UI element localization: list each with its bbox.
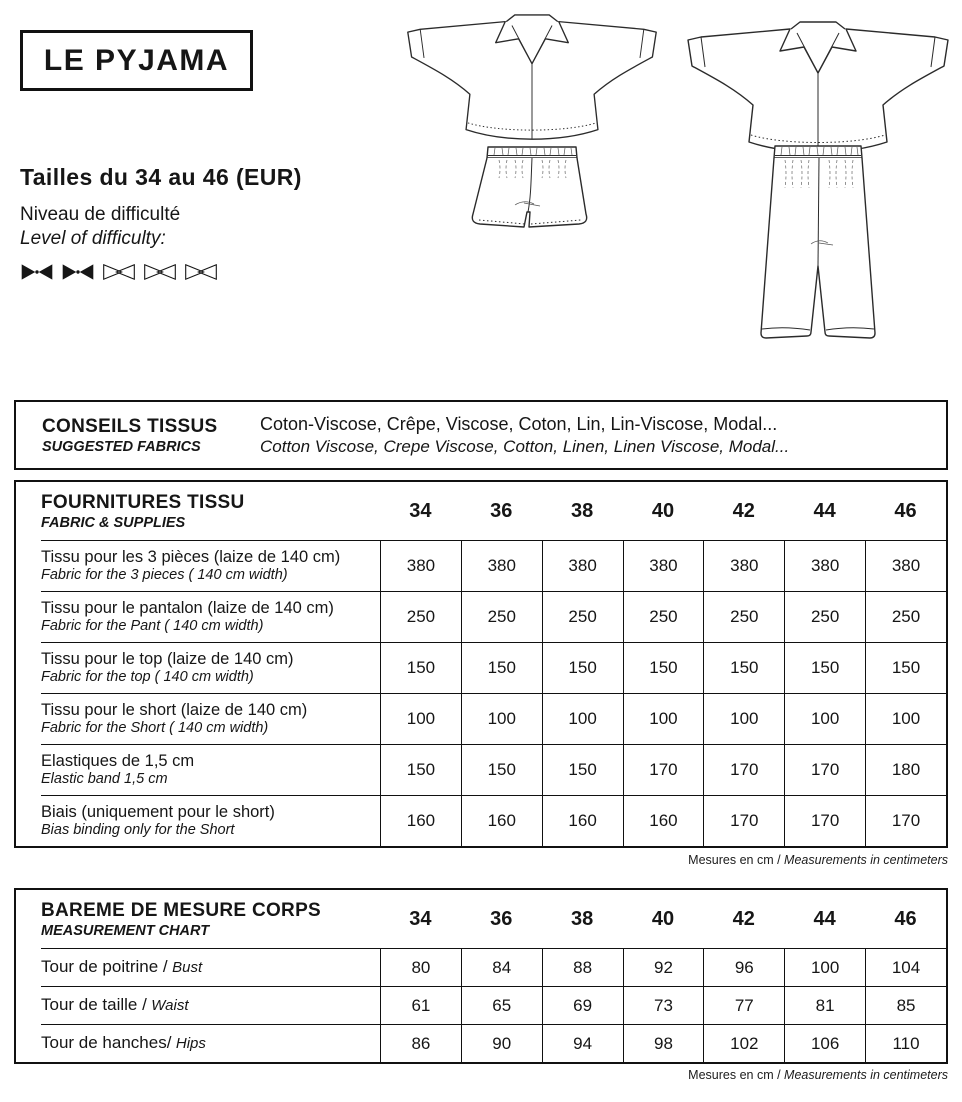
table-cell: 150 [380,744,461,795]
table-cell: 104 [865,948,946,986]
row-label-en: Fabric for the top ( 140 cm width) [41,669,254,685]
row-label-en: Hips [175,1035,206,1052]
table-cell: 150 [703,642,784,693]
table-cell: 250 [865,591,946,642]
units-footnote-en: Measurements in centimeters [784,853,948,867]
size-column-header: 38 [570,907,594,930]
bowtie-empty-icon [102,261,136,283]
table-cell: 180 [865,744,946,795]
table-row [16,948,946,986]
pajama-top-and-shorts-drawing [398,14,666,232]
table-cell: 100 [703,693,784,744]
row-label-en: Elastic band 1,5 cm [41,771,168,787]
row-label [16,795,380,846]
fabric-supplies-table [14,480,948,848]
units-footnote-fr: Mesures en cm / [688,1068,785,1082]
units-footnote-fr: Mesures en cm / [688,853,785,867]
measurement-chart-title-fr: BAREME DE MESURE CORPS [41,899,322,921]
size-column-header: 44 [813,907,836,930]
table-cell: 100 [380,693,461,744]
table-cell: 250 [542,591,623,642]
size-column-header: 40 [651,499,675,522]
bowtie-empty-icon [184,261,218,283]
row-label-fr: Tissu pour le top (laize de 140 cm) [41,650,294,668]
size-column-header: 36 [490,907,513,930]
row-label [16,948,380,986]
table-cell: 73 [623,986,704,1024]
table-cell: 170 [865,795,946,846]
size-range-text: Tailles du 34 au 46 (EUR) [20,164,302,190]
suggested-fabrics-box [14,400,948,470]
table-cell: 150 [865,642,946,693]
row-label-fr: Tour de poitrine / [41,957,168,976]
row-label-fr: Tour de hanches/ [41,1033,172,1052]
fabrics-list-en: Cotton Viscose, Crepe Viscose, Cotton, Linen, Linen Viscose, Modal... [260,436,790,456]
table-cell: 160 [380,795,461,846]
units-footnote [688,1068,948,1082]
row-label [16,986,380,1024]
suggested-fabrics-header [16,416,260,455]
size-column-header: 36 [490,499,513,522]
table-cell: 380 [623,540,704,591]
table-cell: 250 [623,591,704,642]
table-cell: 380 [865,540,946,591]
table-cell: 150 [380,642,461,693]
row-label-fr: Tissu pour le pantalon (laize de 140 cm) [41,599,334,617]
table-cell: 170 [623,744,704,795]
table-cell: 96 [703,948,784,986]
row-label [16,540,380,591]
row-label-fr: Elastiques de 1,5 cm [41,752,195,770]
difficulty-rating [20,261,218,283]
bowtie-filled-icon [20,261,54,283]
row-label-fr: Tour de taille / [41,995,147,1014]
row-label-en: Fabric for the Pant ( 140 cm width) [41,618,264,634]
row-label [16,744,380,795]
table-row [16,642,946,693]
table-cell: 80 [380,948,461,986]
table-cell: 110 [865,1024,946,1062]
table-cell: 81 [784,986,865,1024]
row-label [16,591,380,642]
table-row [16,744,946,795]
table-cell: 61 [380,986,461,1024]
table-cell: 102 [703,1024,784,1062]
table-cell: 77 [703,986,784,1024]
table-row [16,795,946,846]
row-label-en: Bust [172,959,203,976]
table-cell: 69 [542,986,623,1024]
row-label [16,1024,380,1062]
measurement-chart-title-cell [16,890,380,948]
units-footnote [688,853,948,867]
table-cell: 65 [461,986,542,1024]
pajama-top-and-pants-drawing [676,18,960,348]
table-cell: 250 [461,591,542,642]
table-cell: 380 [461,540,542,591]
table-cell: 170 [784,744,865,795]
fabric-supplies-title-fr: FOURNITURES TISSU [41,491,245,513]
suggested-fabrics-list [260,414,789,457]
table-cell: 100 [542,693,623,744]
size-column-header: 46 [894,499,917,522]
table-cell: 250 [784,591,865,642]
table-cell: 170 [784,795,865,846]
size-column-header: 44 [813,499,836,522]
suggested-fabrics-header-fr: CONSEILS TISSUS [42,415,218,437]
row-label-en: Fabric for the 3 pieces ( 140 cm width) [41,567,288,583]
row-label-fr: Biais (uniquement pour le short) [41,803,275,821]
measurement-chart-table [14,888,948,1064]
row-label-en: Waist [151,997,189,1014]
table-cell: 84 [461,948,542,986]
size-column-header: 34 [409,907,432,930]
row-label-en: Bias binding only for the Short [41,822,235,838]
difficulty-label-fr: Niveau de difficulté [20,204,181,225]
table-cell: 380 [784,540,865,591]
table-cell: 100 [461,693,542,744]
pattern-title: LE PYJAMA [43,43,230,77]
table-cell: 150 [461,642,542,693]
suggested-fabrics-header-en: SUGGESTED FABRICS [42,438,201,455]
bowtie-empty-icon [143,261,177,283]
row-label-fr: Tissu pour le short (laize de 140 cm) [41,701,308,719]
row-label-fr: Tissu pour les 3 pièces (laize de 140 cm) [41,548,341,566]
row-label-en: Fabric for the Short ( 140 cm width) [41,720,269,736]
size-column-header: 42 [732,907,755,930]
table-cell: 98 [623,1024,704,1062]
table-row [16,1024,946,1062]
table-cell: 100 [784,693,865,744]
fabric-supplies-title-cell [16,482,380,540]
row-label [16,693,380,744]
table-cell: 100 [623,693,704,744]
table-cell: 160 [542,795,623,846]
table-row [16,693,946,744]
table-cell: 380 [542,540,623,591]
table-cell: 85 [865,986,946,1024]
units-footnote-en: Measurements in centimeters [784,1068,948,1082]
measurement-chart-header-row [16,890,946,948]
table-cell: 92 [623,948,704,986]
table-row [16,540,946,591]
size-column-header: 40 [651,907,675,930]
table-cell: 250 [380,591,461,642]
pattern-title-box [20,30,253,91]
table-row [16,986,946,1024]
table-cell: 86 [380,1024,461,1062]
size-column-header: 42 [732,499,755,522]
table-cell: 380 [703,540,784,591]
table-cell: 106 [784,1024,865,1062]
table-cell: 160 [461,795,542,846]
table-cell: 170 [703,744,784,795]
table-cell: 100 [865,693,946,744]
bowtie-filled-icon [61,261,95,283]
size-column-header: 38 [570,499,594,522]
table-cell: 170 [703,795,784,846]
table-row [16,591,946,642]
table-cell: 150 [784,642,865,693]
row-label [16,642,380,693]
size-column-header: 34 [409,499,432,522]
fabric-supplies-title-en: FABRIC & SUPPLIES [41,514,186,531]
measurement-chart-title-en: MEASUREMENT CHART [41,922,210,939]
table-cell: 90 [461,1024,542,1062]
difficulty-label-en: Level of difficulty: [20,228,166,249]
fabrics-list-fr: Coton-Viscose, Crêpe, Viscose, Coton, Lin, Lin-Viscose, Modal... [260,413,778,434]
table-cell: 380 [380,540,461,591]
fabric-supplies-header-row [16,482,946,540]
table-cell: 150 [461,744,542,795]
table-cell: 100 [784,948,865,986]
table-cell: 250 [703,591,784,642]
table-cell: 150 [542,642,623,693]
table-cell: 94 [542,1024,623,1062]
table-cell: 150 [542,744,623,795]
table-cell: 150 [623,642,704,693]
table-cell: 88 [542,948,623,986]
size-column-header: 46 [894,907,917,930]
table-cell: 160 [623,795,704,846]
